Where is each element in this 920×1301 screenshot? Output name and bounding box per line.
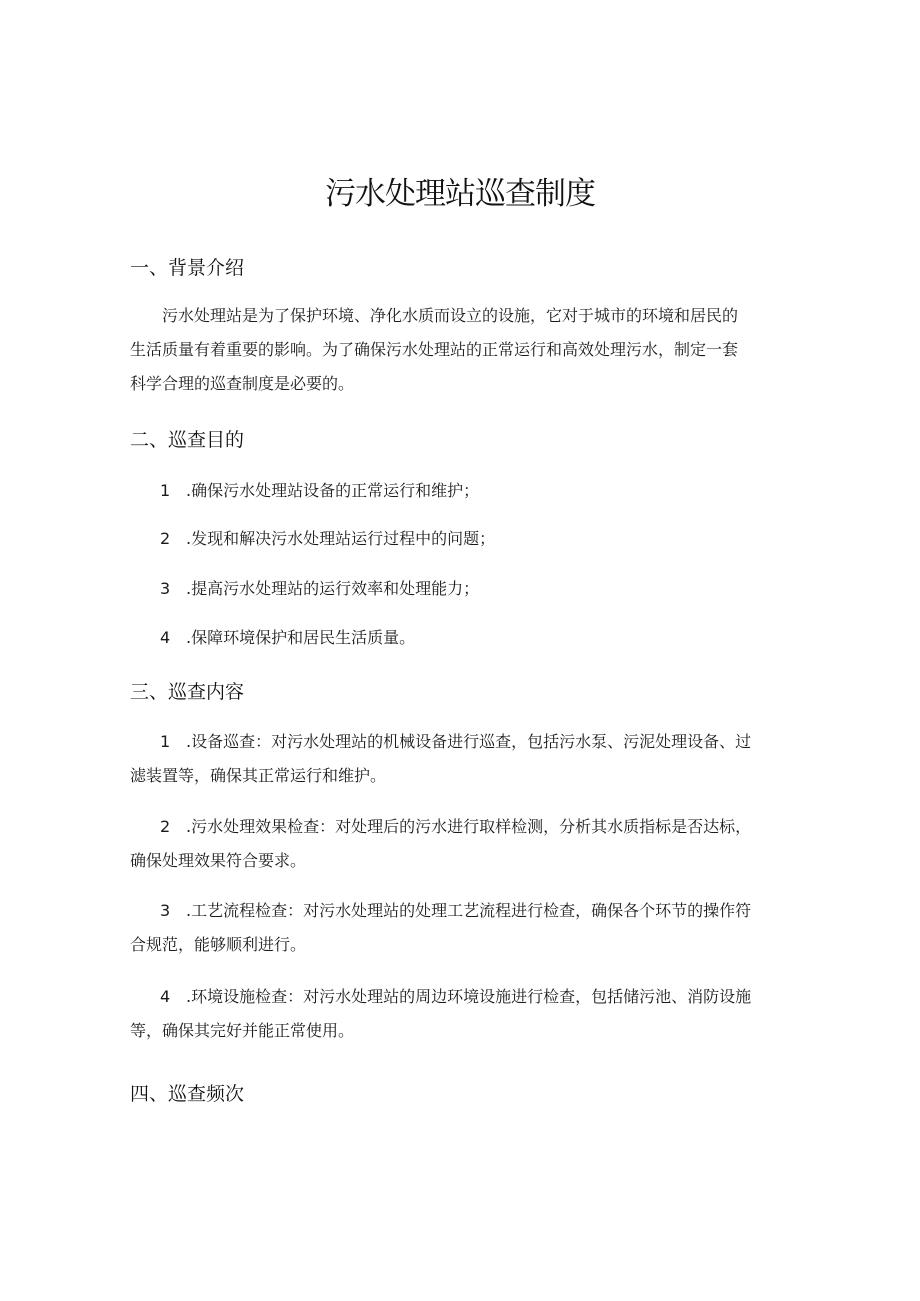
list-item-number: 1 [160,732,171,751]
list-item-number: 2 [160,529,171,548]
list-item-number: 3 [160,901,171,920]
list-item-text: .保障环境保护和居民生活质量。 [186,628,416,647]
list-item-text: .发现和解决污水处理站运行过程中的问题； [186,529,496,548]
list-item [160,575,479,603]
list-item-text: .环境设施检查：对污水处理站的周边环境设施进行检查，包括储污池、消防设施 [186,987,752,1006]
section-heading-content: 三、巡查内容 [130,681,245,703]
content-item-3 [130,894,790,962]
list-item-number: 4 [160,987,171,1006]
list-item-number: 1 [160,481,171,500]
list-item [160,525,495,553]
paragraph-line: 等，确保其完好并能正常使用。 [130,1021,355,1040]
paragraph-line: 合规范，能够顺利进行。 [130,935,307,954]
list-item-number: 4 [160,628,171,647]
list-item-text: .提高污水处理站的运行效率和处理能力； [186,579,480,598]
section-heading-purpose: 二、巡查目的 [130,429,245,451]
list-item-number: 3 [160,579,171,598]
content-item-1 [130,725,790,793]
list-item-number: 2 [160,817,171,836]
paragraph-line: 科学合理的巡查制度是必要的。 [130,374,355,393]
page-title: 污水处理站巡查制度 [325,176,595,212]
list-item-text: .设备巡查：对污水处理站的机械设备进行巡查，包括污水泵、污泥处理设备、过 [186,732,752,751]
paragraph-line [130,725,790,759]
paragraph-line: 滤装置等，确保其正常运行和维护。 [130,766,387,785]
list-item-text: .工艺流程检查：对污水处理站的处理工艺流程进行检查，确保各个环节的操作符 [186,901,752,920]
section-heading-frequency: 四、巡查频次 [130,1083,245,1105]
paragraph-line: 确保处理效果符合要求。 [130,851,307,870]
paragraph-line [130,810,790,844]
list-item [160,477,479,505]
section-heading-background: 一、背景介绍 [130,257,245,279]
paragraph-line [130,894,790,928]
paragraph-line [130,980,790,1014]
paragraph-line: 生活质量有着重要的影响。为了确保污水处理站的正常运行和高效处理污水，制定一套 [130,340,739,359]
background-paragraph [130,299,790,401]
list-item-text: .确保污水处理站设备的正常运行和维护； [186,481,480,500]
content-item-2 [130,810,790,878]
list-item-text: .污水处理效果检查：对处理后的污水进行取样检测，分析其水质指标是否达标， [186,817,752,836]
list-item [160,624,415,652]
paragraph-line: 污水处理站是为了保护环境、净化水质而设立的设施，它对于城市的环境和居民的 [162,306,739,325]
content-item-4 [130,980,790,1048]
